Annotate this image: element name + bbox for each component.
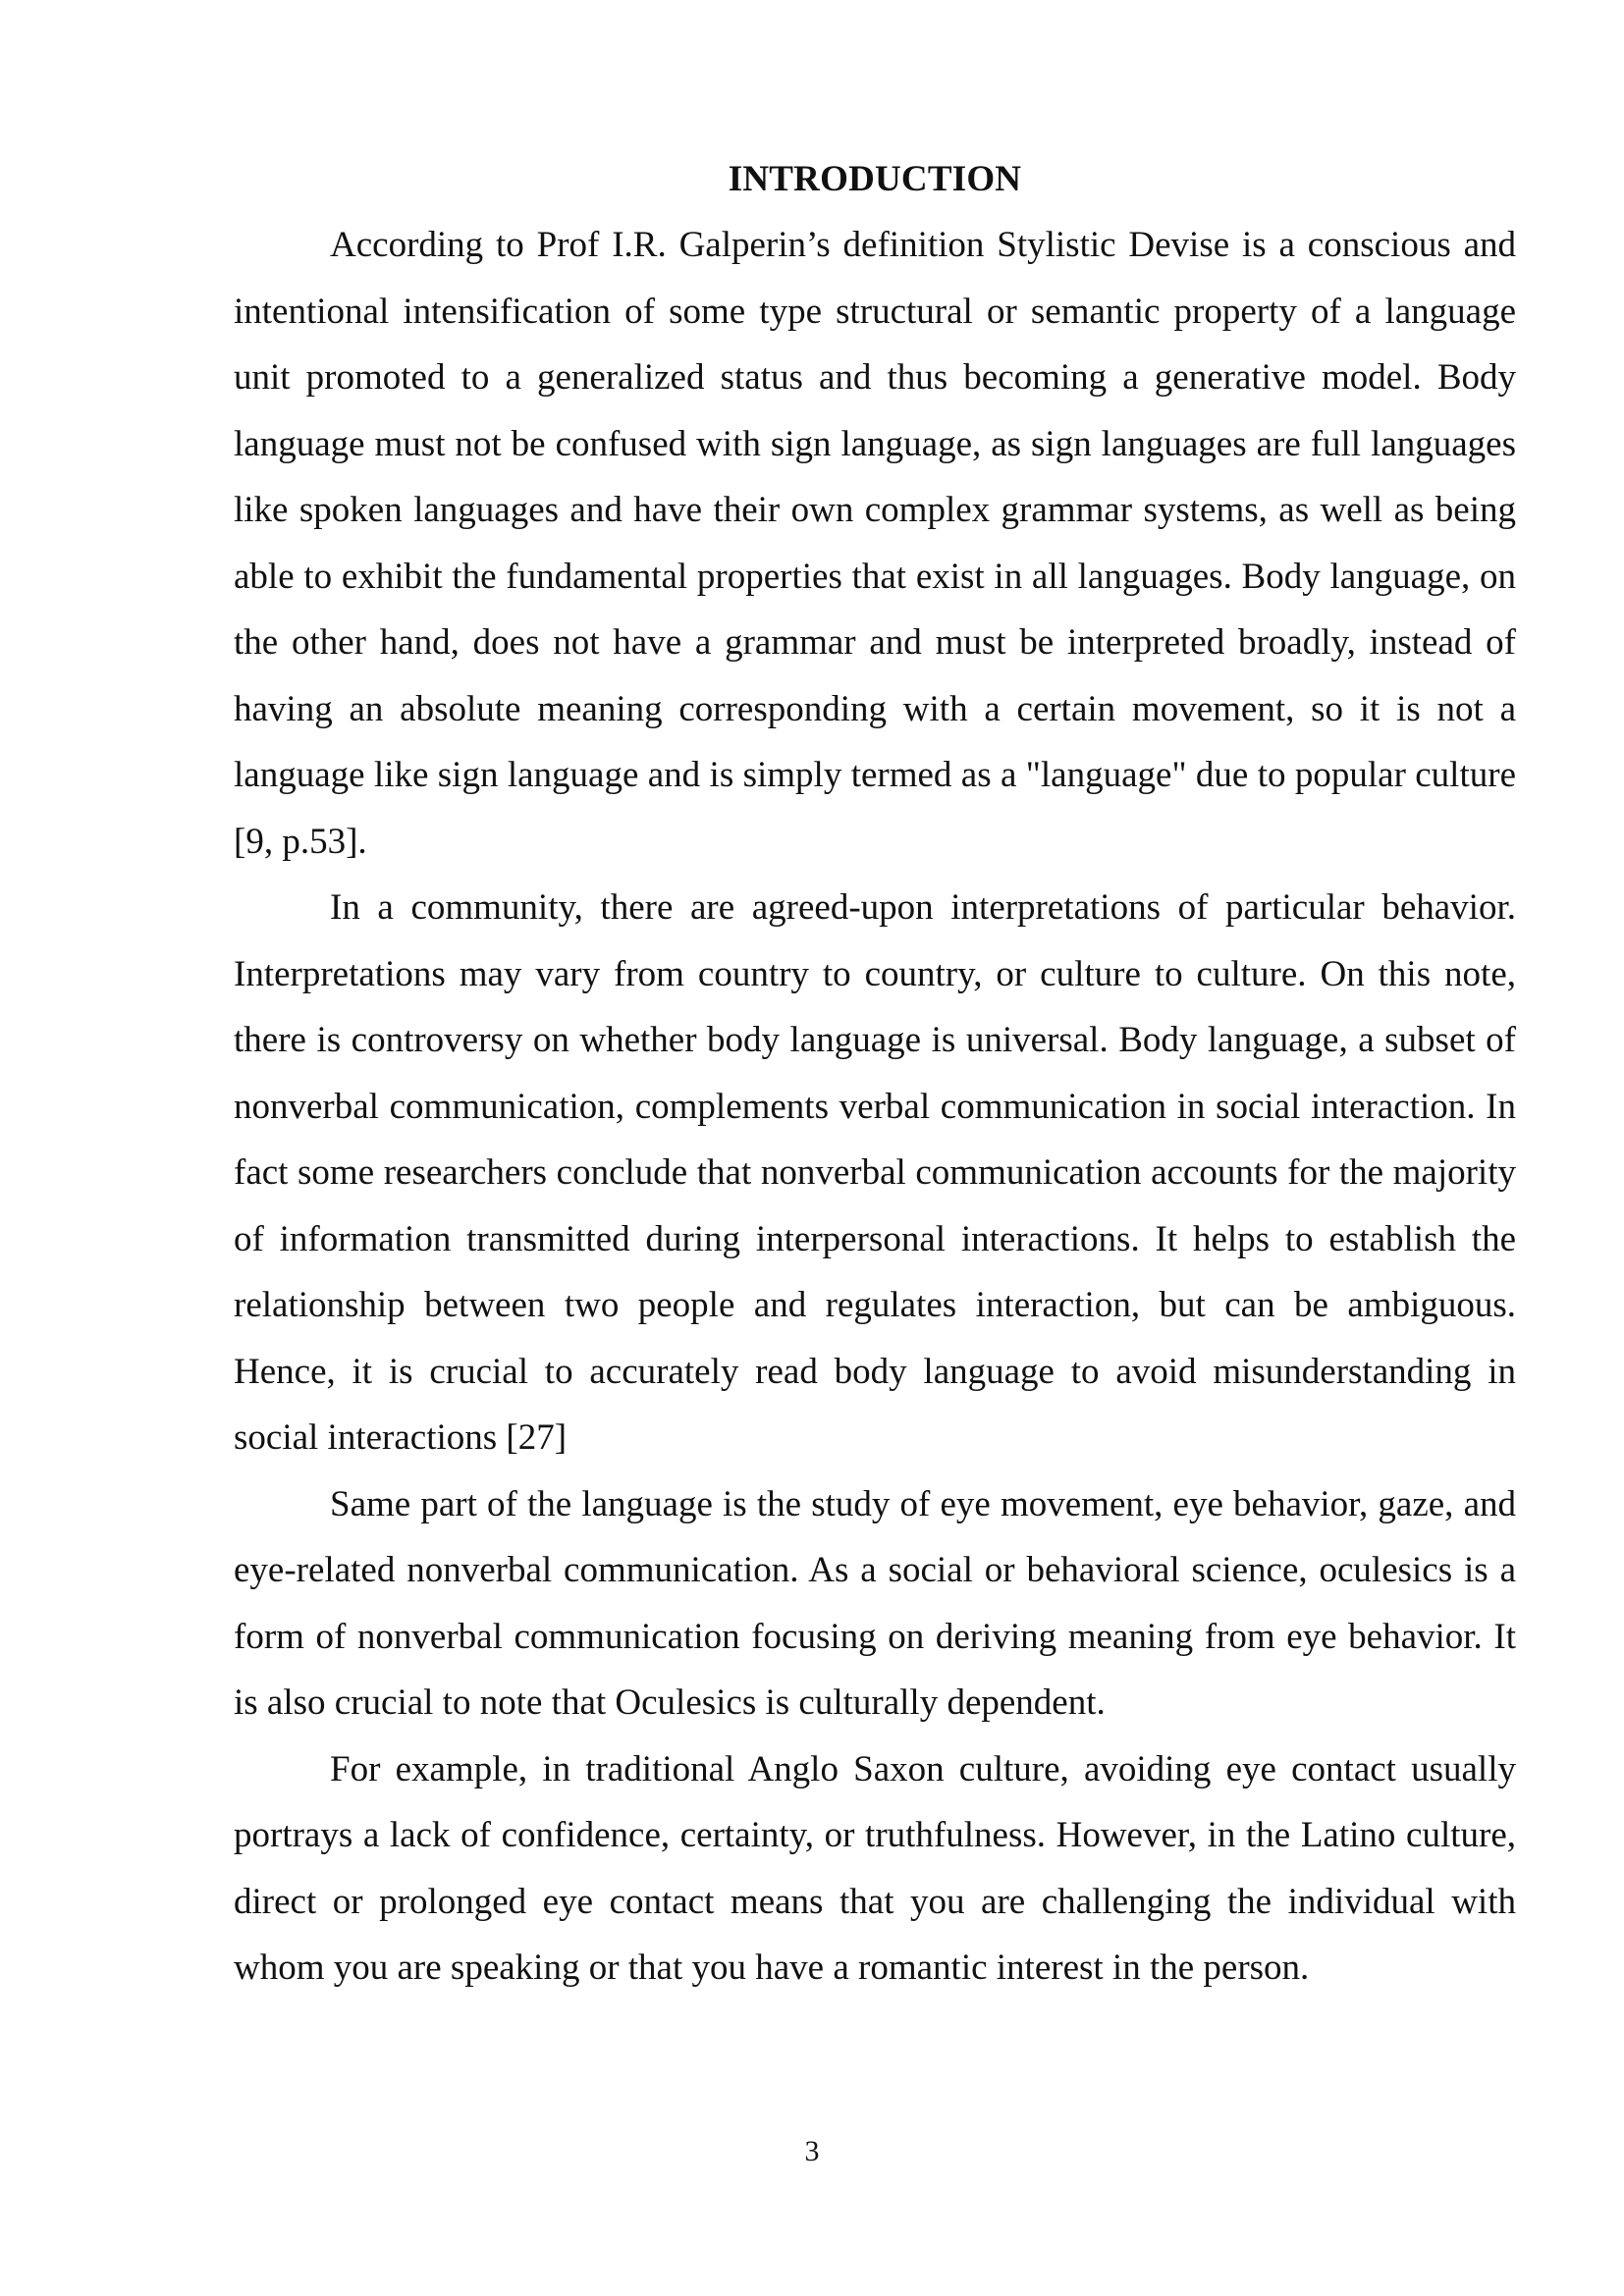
paragraph-1: According to Prof I.R. Galperin’s definition Stylistic Devise is a conscious and intentional intensification of some type structural or semantic property of a language unit promoted to a generalized status and thus becoming a generative model. Body language must not be confused with sign language, as sign languages are full languages like spoken languages and have their own complex grammar systems, as well as being able to exhibit the fundamental properties that exist in all languages. Body language, on the other hand, does not have a grammar and must be interpreted broadly, instead of having an absolute meaning corresponding with a certain movement, so it is not a language like sign language and is simply termed as a "language" due to popular culture [9, p.53]. (234, 225, 1516, 862)
paragraph-4: For example, in traditional Anglo Saxon culture, avoiding eye contact usually portrays a lack of confidence, certainty, or truthfulness. However, in the Latino culture, direct or prolonged eye contact means that you are challenging the individual with whom you are speaking or that you have a romantic interest in the person. (234, 1748, 1516, 1988)
paragraph-2: In a community, there are agreed-upon interpretations of particular behavior. Interpretations may vary from country to country, or culture to culture. On this note, there is controversy on whether body language is universal. Body language, a subset of nonverbal communication, complements verbal communication in social interaction. In fact some researchers conclude that nonverbal communication accounts for the majority of information transmitted during interpersonal interactions. It helps to establish the relationship between two people and regulates interaction, but can be ambiguous. Hence, it is crucial to accurately read body language to avoid misunderstanding in social interactions [27] (234, 887, 1516, 1458)
document-body (234, 147, 1516, 2002)
page-title: INTRODUCTION (728, 159, 1022, 199)
page-number: 3 (804, 2135, 820, 2167)
paragraph-3: Same part of the language is the study of eye movement, eye behavior, gaze, and eye-related nonverbal communication. As a social or behavioral science, oculesics is a form of nonverbal communication focusing on deriving meaning from eye behavior. It is also crucial to note that Oculesics is culturally dependent. (234, 1483, 1516, 1723)
